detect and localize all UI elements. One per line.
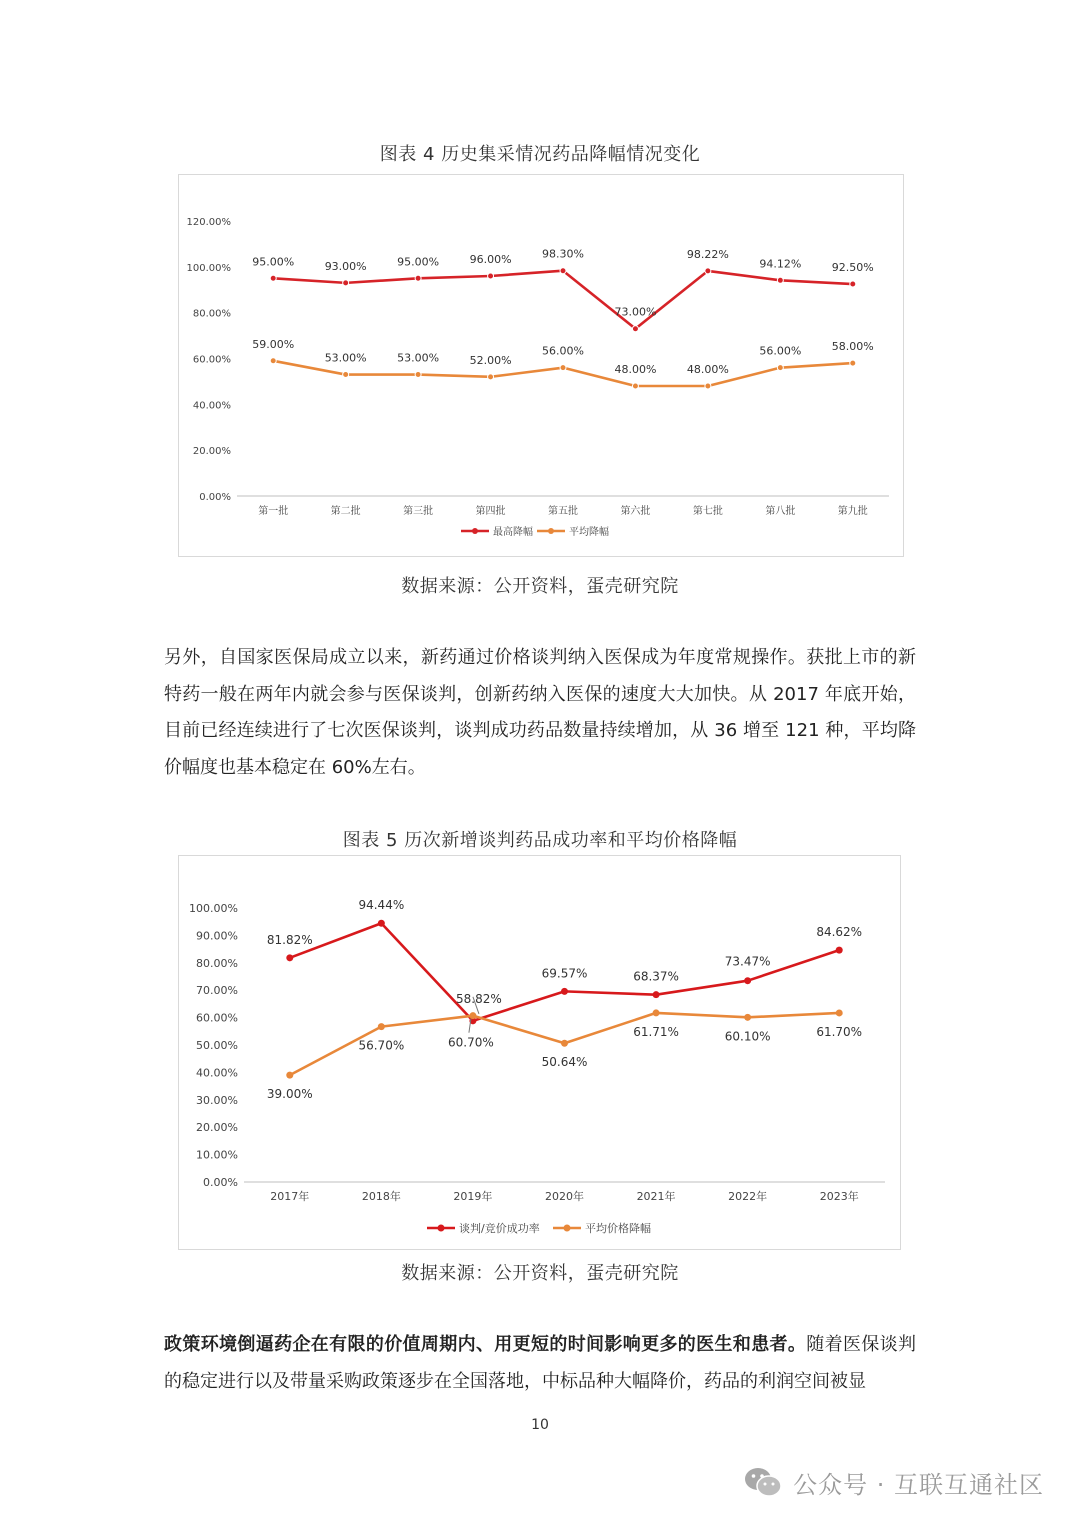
y-tick-label: 120.00% (186, 217, 231, 228)
data-label: 69.57% (541, 966, 588, 981)
x-tick-label: 第四批 (475, 506, 506, 517)
figure1-caption: 图表 4 历史集采情况药品降幅情况变化 (379, 144, 701, 165)
data-label: 56.00% (542, 344, 584, 358)
body-paragraph-1: 另外，自国家医保局成立以来，新药通过价格谈判纳入医保成为年度常规操作。获批上市的新特药一般在两年内就会参与医保谈判，创新药纳入医保的速度大大加快。从 2017 年底开始，目前已经连续进行了七次医保谈判，谈判成功药品数量持续增加，从 36 增至 121 种，平均降价幅度也基本稳定在 60%左右。 (164, 647, 916, 778)
y-tick-label: 40.00% (196, 1066, 238, 1080)
series-line-1 (273, 271, 853, 329)
data-point (469, 1012, 476, 1019)
data-point (561, 1040, 568, 1047)
legend-label: 平均降幅 (569, 527, 609, 538)
x-tick-label: 第一批 (258, 506, 289, 517)
data-point (653, 1009, 660, 1016)
y-tick-label: 20.00% (196, 1121, 238, 1135)
data-point (632, 383, 638, 389)
data-point (850, 360, 856, 366)
x-tick-label: 第五批 (548, 506, 578, 517)
y-tick-label: 60.00% (196, 1011, 238, 1025)
wechat-icon (743, 1465, 783, 1499)
data-label: 60.70% (448, 1035, 494, 1050)
data-label: 73.47% (724, 954, 771, 969)
data-point (343, 372, 349, 378)
data-point (744, 977, 751, 984)
x-tick-label: 第八批 (765, 506, 796, 517)
y-tick-label: 80.00% (196, 956, 238, 970)
data-label: 58.00% (831, 340, 874, 354)
data-point (560, 365, 566, 371)
data-label: 98.30% (542, 247, 584, 261)
watermark (743, 1462, 1044, 1502)
page-number: 10 (531, 1417, 549, 1433)
data-label: 48.00% (686, 363, 729, 376)
x-tick-label: 2018年 (361, 1190, 401, 1203)
data-label: 59.00% (252, 337, 295, 351)
data-label: 95.00% (397, 255, 440, 269)
data-label: 84.62% (816, 925, 863, 940)
data-label: 61.70% (816, 1024, 863, 1039)
data-label: 58.82% (456, 991, 502, 1006)
data-point (488, 374, 494, 380)
data-point (488, 273, 494, 279)
figure1-source: 数据来源：公开资料，蛋壳研究院 (401, 576, 679, 597)
data-point (286, 1072, 293, 1079)
data-label: 94.44% (358, 898, 405, 913)
data-label: 60.10% (724, 1029, 771, 1044)
data-point (744, 1014, 751, 1021)
y-tick-label: 100.00% (186, 262, 231, 274)
data-label: 68.37% (633, 969, 679, 984)
data-point (777, 277, 783, 283)
legend-swatch-marker (564, 1225, 571, 1232)
figure1-chart (178, 174, 904, 557)
data-label: 92.50% (831, 261, 874, 275)
data-label: 95.00% (252, 255, 295, 269)
data-point (378, 1023, 385, 1030)
data-point (378, 920, 385, 927)
y-tick-label: 40.00% (192, 400, 231, 412)
data-label: 50.64% (541, 1055, 588, 1070)
figure2-chart (178, 855, 901, 1250)
data-point (836, 947, 843, 954)
y-tick-label: 80.00% (192, 308, 231, 320)
data-label: 39.00% (266, 1087, 313, 1102)
data-label: 81.82% (266, 932, 313, 947)
data-label: 53.00% (324, 351, 367, 365)
x-tick-label: 2021年 (636, 1190, 676, 1203)
x-tick-label: 第七批 (692, 506, 723, 517)
y-tick-label: 100.00% (189, 902, 238, 915)
figure2-line-chart (179, 856, 900, 1249)
x-tick-label: 2020年 (545, 1190, 584, 1203)
y-tick-label: 70.00% (196, 984, 238, 998)
body-paragraph-2 (164, 1327, 916, 1400)
data-point (270, 275, 276, 281)
data-point (850, 281, 856, 287)
figure2-caption: 图表 5 历次新增谈判药品成功率和平均价格降幅 (342, 830, 738, 851)
figure1-line-chart (179, 175, 903, 556)
data-point (632, 326, 638, 332)
y-tick-label: 20.00% (192, 446, 231, 458)
data-point (777, 365, 783, 371)
data-label: 98.22% (686, 247, 729, 261)
y-tick-label: 0.00% (203, 1176, 238, 1189)
data-label: 56.70% (358, 1038, 405, 1053)
x-tick-label: 第六批 (620, 506, 651, 517)
watermark-text: 公众号 · 互联互通社区 (793, 1470, 1044, 1499)
x-tick-label: 第二批 (330, 506, 361, 517)
data-point (343, 280, 349, 286)
legend-swatch-marker (548, 528, 554, 534)
y-tick-label: 10.00% (196, 1148, 238, 1162)
data-label: 56.00% (759, 344, 802, 358)
data-point (286, 954, 293, 961)
legend-label: 谈判/竞价成功率 (459, 1222, 540, 1235)
legend-swatch-marker (472, 528, 478, 534)
data-label: 53.00% (397, 351, 440, 365)
data-label: 94.12% (759, 257, 802, 271)
x-tick-label: 2017年 (270, 1190, 310, 1203)
y-tick-label: 50.00% (196, 1039, 238, 1052)
legend-swatch-marker (438, 1225, 445, 1232)
data-point (415, 275, 421, 281)
data-label: 48.00% (614, 363, 657, 376)
data-point (561, 988, 568, 995)
paragraph2-text: 随着医保谈判的稳定进行以及带量采购政策逐步在全国落地，中标品种大幅降价，药品的利润空间被显 (164, 1334, 916, 1392)
y-tick-label: 30.00% (196, 1093, 238, 1107)
x-tick-label: 2019年 (453, 1190, 493, 1203)
data-label: 73.00% (614, 305, 657, 319)
data-point (705, 268, 711, 274)
data-point (653, 991, 660, 998)
x-tick-label: 2023年 (819, 1190, 859, 1203)
x-tick-label: 第九批 (837, 506, 868, 517)
data-label: 52.00% (469, 353, 512, 367)
data-label: 61.71% (633, 1024, 679, 1039)
data-point (560, 268, 566, 274)
y-tick-label: 90.00% (196, 929, 238, 943)
data-label: 96.00% (469, 253, 512, 266)
y-tick-label: 0.00% (199, 492, 231, 503)
figure2-source: 数据来源：公开资料，蛋壳研究院 (401, 1263, 679, 1284)
paragraph2-bold-lead: 政策环境倒逼药企在有限的价值周期内、用更短的时间影响更多的医生和患者。 (164, 1334, 807, 1355)
legend-label: 平均价格降幅 (585, 1222, 651, 1235)
data-point (836, 1009, 843, 1016)
data-point (705, 383, 711, 389)
data-point (270, 358, 276, 364)
data-label: 93.00% (324, 259, 367, 273)
data-point (415, 372, 421, 378)
legend-label: 最高降幅 (493, 527, 533, 538)
x-tick-label: 第三批 (403, 506, 434, 517)
x-tick-label: 2022年 (728, 1190, 768, 1203)
y-tick-label: 60.00% (192, 354, 231, 366)
